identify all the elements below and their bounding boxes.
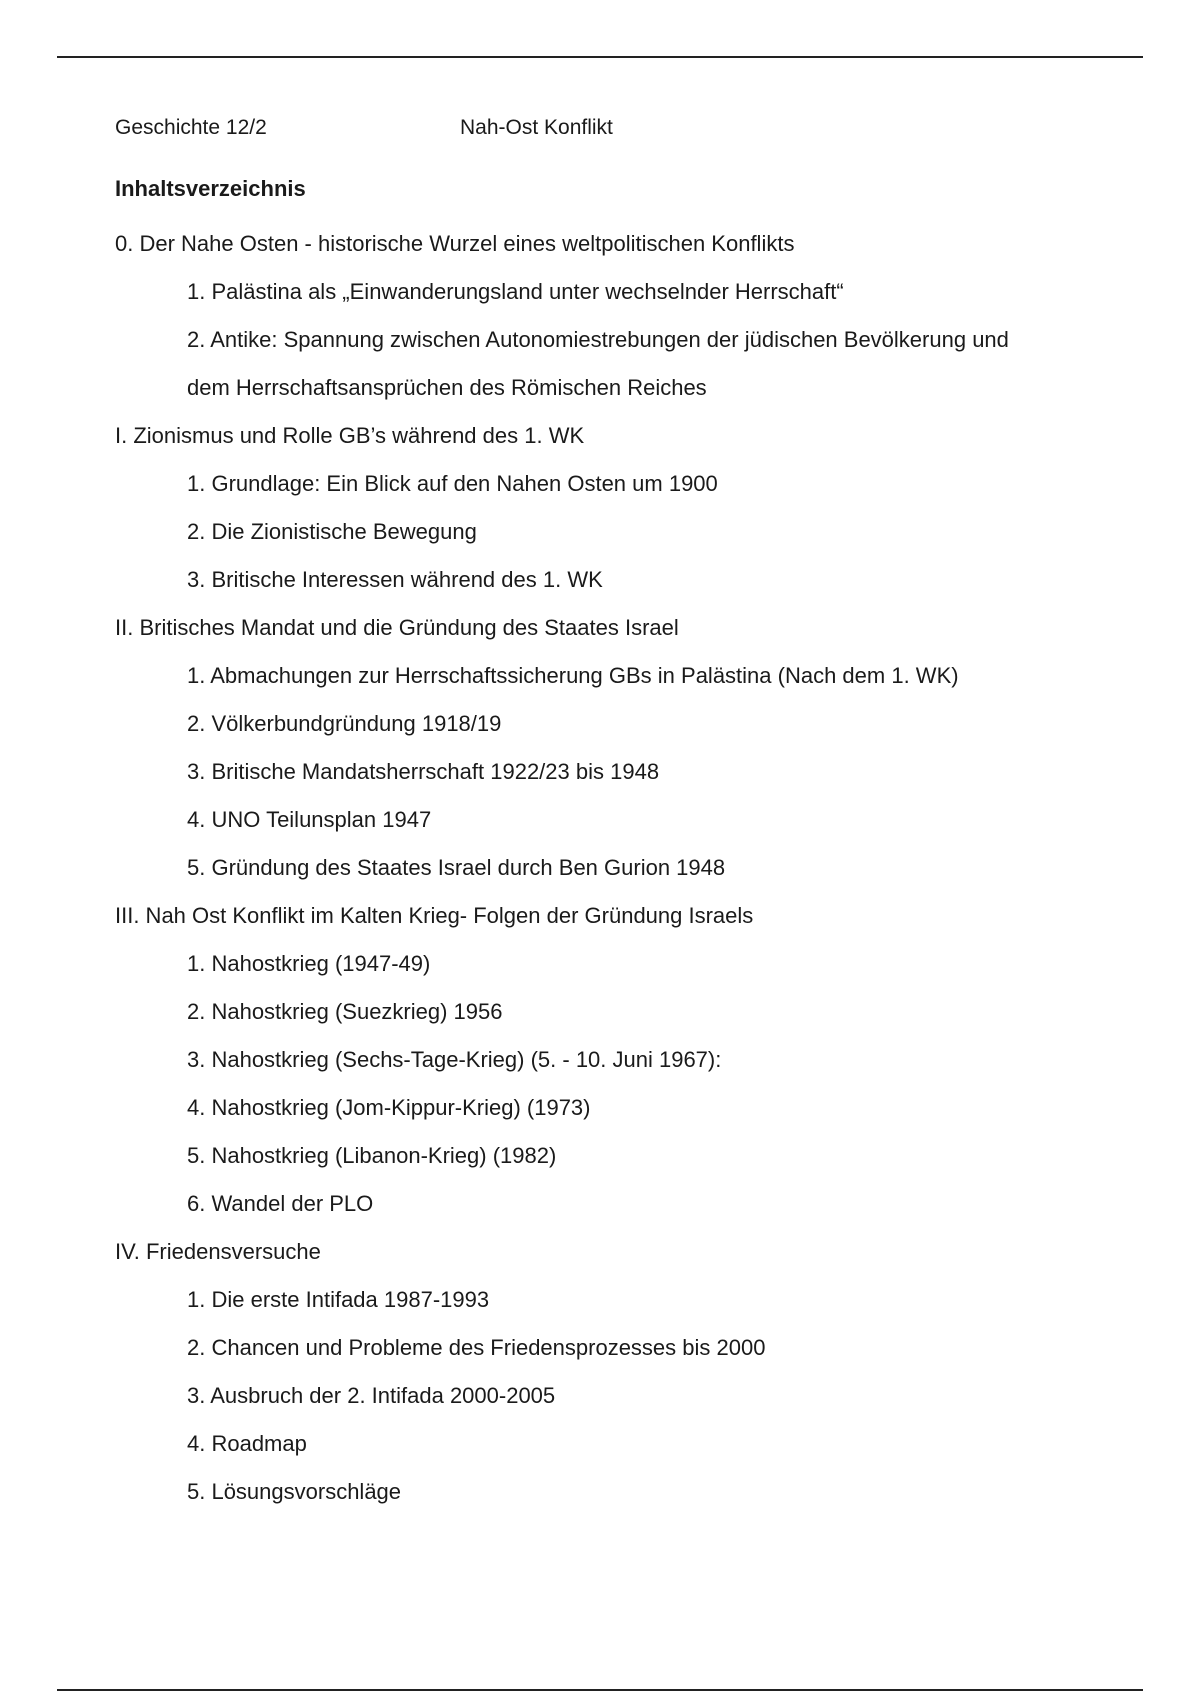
toc-item: 3. Britische Mandatsherrschaft 1922/23 bis 1948 [187, 759, 660, 784]
topic-label: Nah-Ost Konflikt [460, 116, 613, 139]
toc-item: 6. Wandel der PLO [187, 1191, 374, 1216]
section-heading: IV. Friedensversuche [115, 1239, 321, 1264]
toc-item: 5. Nahostkrieg (Libanon-Krieg) (1982) [187, 1143, 557, 1168]
table-of-contents [115, 220, 1115, 1516]
toc-item: 2. Chancen und Probleme des Friedensprozesses bis 2000 [187, 1335, 766, 1360]
section-heading: III. Nah Ost Konflikt im Kalten Krieg- Folgen der Gründung Israels [115, 903, 754, 928]
toc-item: 2. Die Zionistische Bewegung [187, 519, 477, 544]
toc-item: 4. Roadmap [187, 1431, 307, 1456]
toc-item: 2. Nahostkrieg (Suezkrieg) 1956 [187, 999, 503, 1024]
toc-item: 5. Lösungsvorschläge [187, 1479, 402, 1504]
course-label: Geschichte 12/2 [115, 116, 267, 139]
toc-item: 2. Antike: Spannung zwischen Autonomiestrebungen der jüdischen Bevölkerung und [187, 327, 1009, 352]
toc-item: 4. UNO Teilunsplan 1947 [187, 807, 432, 832]
top-rule [57, 56, 1143, 58]
toc-item: 3. Nahostkrieg (Sechs-Tage-Krieg) (5. - 10. Juni 1967): [187, 1047, 722, 1072]
toc-item: 1. Grundlage: Ein Blick auf den Nahen Osten um 1900 [187, 471, 718, 496]
toc-item: 1. Nahostkrieg (1947-49) [187, 951, 431, 976]
toc-item: 1. Die erste Intifada 1987-1993 [187, 1287, 490, 1312]
toc-item: 2. Völkerbundgründung 1918/19 [187, 711, 502, 736]
section-heading: I. Zionismus und Rolle GB’s während des 1. WK [115, 423, 585, 448]
toc-item: 3. Ausbruch der 2. Intifada 2000-2005 [187, 1383, 556, 1408]
toc-item: 3. Britische Interessen während des 1. WK [187, 567, 603, 592]
bottom-rule [57, 1689, 1143, 1691]
toc-item: 1. Palästina als „Einwanderungsland unter wechselnder Herrschaft“ [187, 279, 844, 304]
section-heading: II. Britisches Mandat und die Gründung des Staates Israel [115, 615, 679, 640]
toc-item: 1. Abmachungen zur Herrschaftssicherung GBs in Palästina (Nach dem 1. WK) [187, 663, 959, 688]
toc-item: 5. Gründung des Staates Israel durch Ben Gurion 1948 [187, 855, 726, 880]
section-heading: 0. Der Nahe Osten - historische Wurzel eines weltpolitischen Konflikts [115, 231, 795, 256]
toc-item: 4. Nahostkrieg (Jom-Kippur-Krieg) (1973) [187, 1095, 591, 1120]
toc-item-continuation: dem Herrschaftsansprüchen des Römischen Reiches [187, 375, 707, 400]
toc-title: Inhaltsverzeichnis [115, 176, 306, 201]
